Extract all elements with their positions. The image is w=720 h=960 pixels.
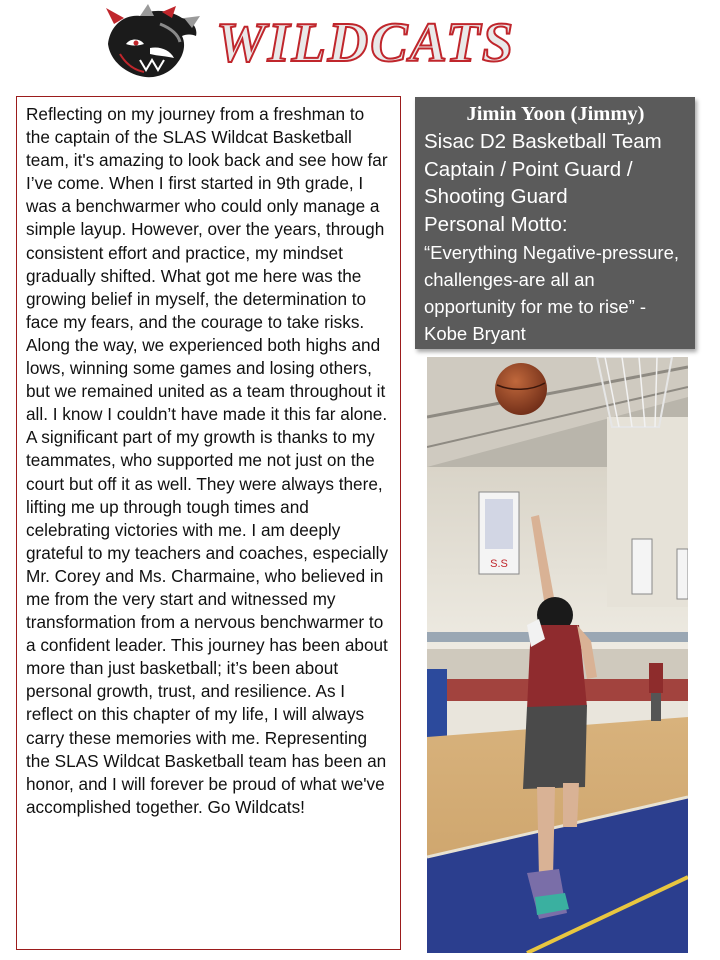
player-layup-photo	[427, 357, 688, 953]
motto-label: Personal Motto:	[424, 212, 568, 236]
svg-text:S.S: S.S	[490, 558, 508, 570]
essay-text: Reflecting on my journey from a freshman to the captain of the SLAS Wildcat Basketball team, it's amazing to look back and see how far I’ve come. When I first started in 9th grade, I was a benchwarmer who could only manage a simple layup. However, over the years, through consistent effort and practice, my mindset gradually shifted. What got me here was the growing belief in myself, the determination to face my fears, and the courage to take risks. Along the way, we experienced both highs and lows, winning some games and losing others, but we remained united as a team throughout it all. I know I couldn’t have made it this far alone. A significant part of my growth is thanks to my teammates, who supported me not just on the court but off it as well. They were always there, lifting me up through tough times and celebrating victories with me. I am deeply grateful to my teachers and coaches, especially Mr. Corey and Ms. Charmaine, who believed in me from the very start and witnessed my transformation from a nervous benchwarmer to a confident leader. This journey has been about more than just basketball; it’s been about personal growth, trust, and resilience. As I reflect on this chapter of my life, I will always carry these memories with me. Representing the SLAS Wildcat Basketball team has been an honor, and I will forever be proud of what we've accomplished together. Go Wildcats!	[26, 104, 389, 817]
team-title: WILDCATS	[216, 12, 516, 74]
motto-text: “Everything Negative-pressure, challenges-are all an opportunity for me to rise” -Kobe Bryant	[424, 242, 679, 344]
profile-box	[415, 97, 695, 349]
essay-box	[16, 96, 401, 950]
wildcat-logo-icon	[100, 4, 202, 82]
player-name: Jimin Yoon (Jimmy)	[466, 103, 645, 125]
wall-banner	[479, 492, 519, 574]
player-role: Sisac D2 Basketball Team Captain / Point Guard / Shooting Guard	[424, 130, 662, 208]
